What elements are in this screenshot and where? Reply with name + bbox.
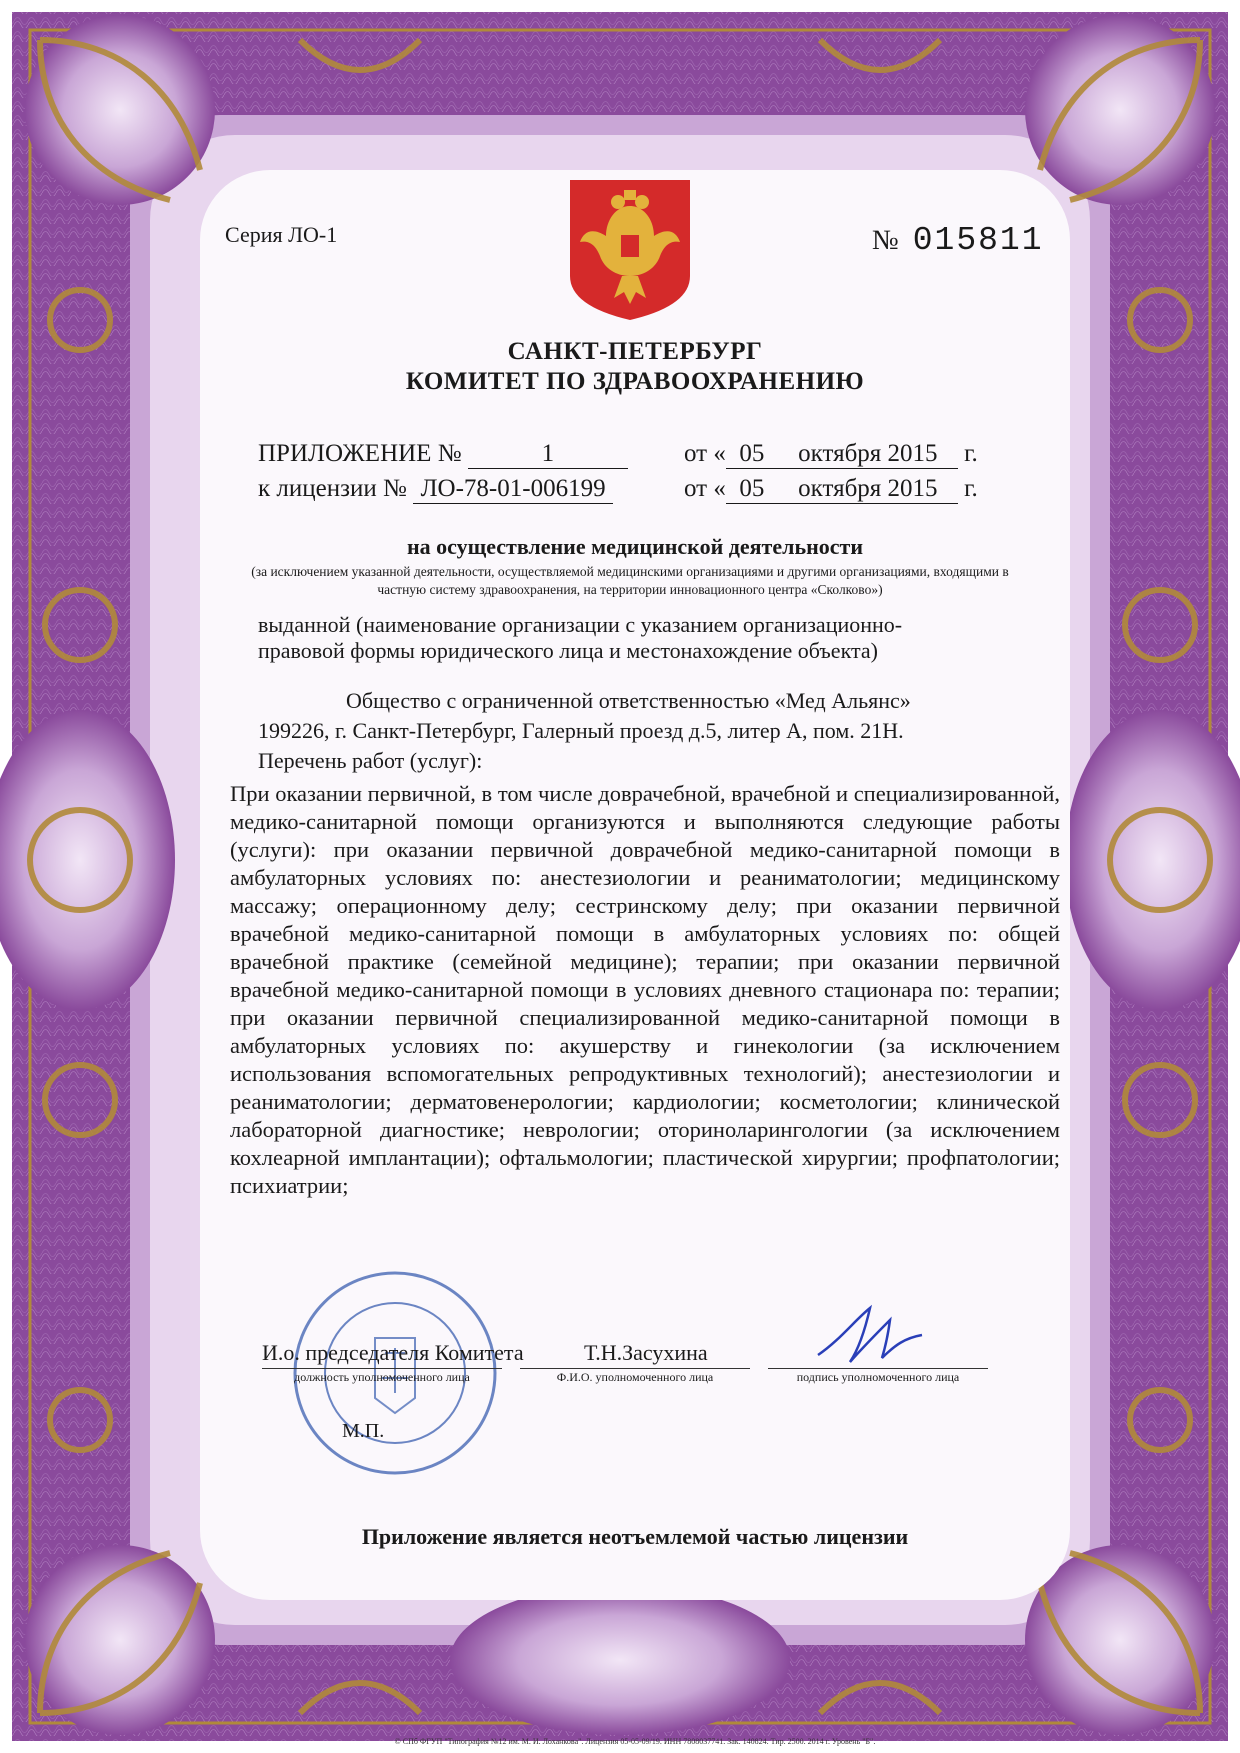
works-label: Перечень работ (услуг): (258, 748, 483, 773)
signer-position: И.о. председателя Комитета (262, 1340, 524, 1365)
date-suffix: г. (964, 475, 978, 502)
date-suffix: г. (964, 440, 978, 467)
label-position: должность уполномоченного лица (262, 1368, 502, 1385)
footer-note: Приложение является неотъемлемой частью лицензии (361, 1524, 909, 1549)
print-info: © СПб ФГУП "Типография №12 им. М. И. Лоханкова". Лицензия 05-05-09/19. ИНН 7808037741. Зак. 140824. Тир. 2500. 2014 г. Уровень "Б". (394, 1737, 876, 1746)
signature-icon (810, 1300, 930, 1370)
date-from-label: от (684, 475, 708, 502)
date-day: 05 (726, 440, 778, 469)
signer-name: Т.Н.Засухина (584, 1340, 708, 1365)
activity-title: на осуществление медицинской деятельности (406, 534, 864, 559)
date-from-label: от (684, 440, 708, 467)
date-month-year: октября 2015 (778, 440, 958, 469)
appendix-number: 1 (468, 440, 628, 469)
label-name: Ф.И.О. уполномоченного лица (520, 1368, 750, 1385)
organization-name: Общество с ограниченной ответственностью «Мед Альянс» (346, 688, 911, 713)
appendix-label: ПРИЛОЖЕНИЕ № (258, 440, 462, 467)
activity-note: (за исключением указанной деятельности, осуществляемой медицинскими организациями и другими организациями, входящими в частную систему здравоохранения, на территории инновационного центра «Сколково») (251, 564, 1009, 597)
number-sign: № (872, 225, 899, 256)
date-quote: « (713, 475, 726, 502)
license-row (258, 475, 613, 504)
coat-of-arms-icon (566, 176, 694, 324)
appendix-date (684, 440, 978, 469)
series-label: Серия ЛО-1 (225, 222, 338, 247)
issued-line-1: выданной (наименование организации с указанием организационно- (258, 612, 903, 637)
date-day: 05 (726, 475, 778, 504)
appendix-row (258, 440, 628, 469)
license-date (684, 475, 978, 504)
seal-place-label: М.П. (342, 1420, 385, 1442)
org-name: КОМИТЕТ ПО ЗДРАВООХРАНЕНИЮ (405, 368, 865, 395)
label-signature: подпись уполномоченного лица (768, 1368, 988, 1385)
issued-line-2: правовой формы юридического лица и местонахождение объекта) (258, 638, 878, 663)
number-value: 015811 (912, 222, 1044, 259)
organization-address: 199226, г. Санкт-Петербург, Галерный проезд д.5, литер А, пом. 21Н. (258, 718, 904, 743)
date-quote: « (713, 440, 726, 467)
date-month-year: октября 2015 (778, 475, 958, 504)
works-text: При оказании первичной, в том числе доврачебной, врачебной и специализированной, медико-санитарной помощи организуются и выполняются следующие работы (услуги): при оказании первичной доврачебной медико-санитарной помощи в амбулаторных условиях по: анестезиологии и реаниматологии; медицинскому массажу; операционному делу; сестринскому делу; при оказании первичной врачебной медико-санитарной помощи в амбулаторных условиях по: общей врачебной практике (семейной медицине); терапии; при оказании первичной врачебной медико-санитарной помощи в условиях дневного стационара по: терапии; при оказании первичной специализированной медико-санитарной помощи в амбулаторных условиях по: акушерству и гинекологии (за исключением использования вспомогательных репродуктивных технологий); анестезиологии и реаниматологии; дерматовенерологии; кардиологии; косметологии; клинической лабораторной диагностике; неврологии; оториноларингологии (за исключением кохлеарной имплантации); офтальмологии; пластической хирургии; профпатологии; психиатрии; (230, 781, 1060, 1198)
document-number (872, 222, 1044, 259)
license-number: ЛО-78-01-006199 (413, 475, 613, 504)
org-city: САНКТ-ПЕТЕРБУРГ (507, 338, 763, 365)
license-label: к лицензии № (258, 475, 407, 502)
